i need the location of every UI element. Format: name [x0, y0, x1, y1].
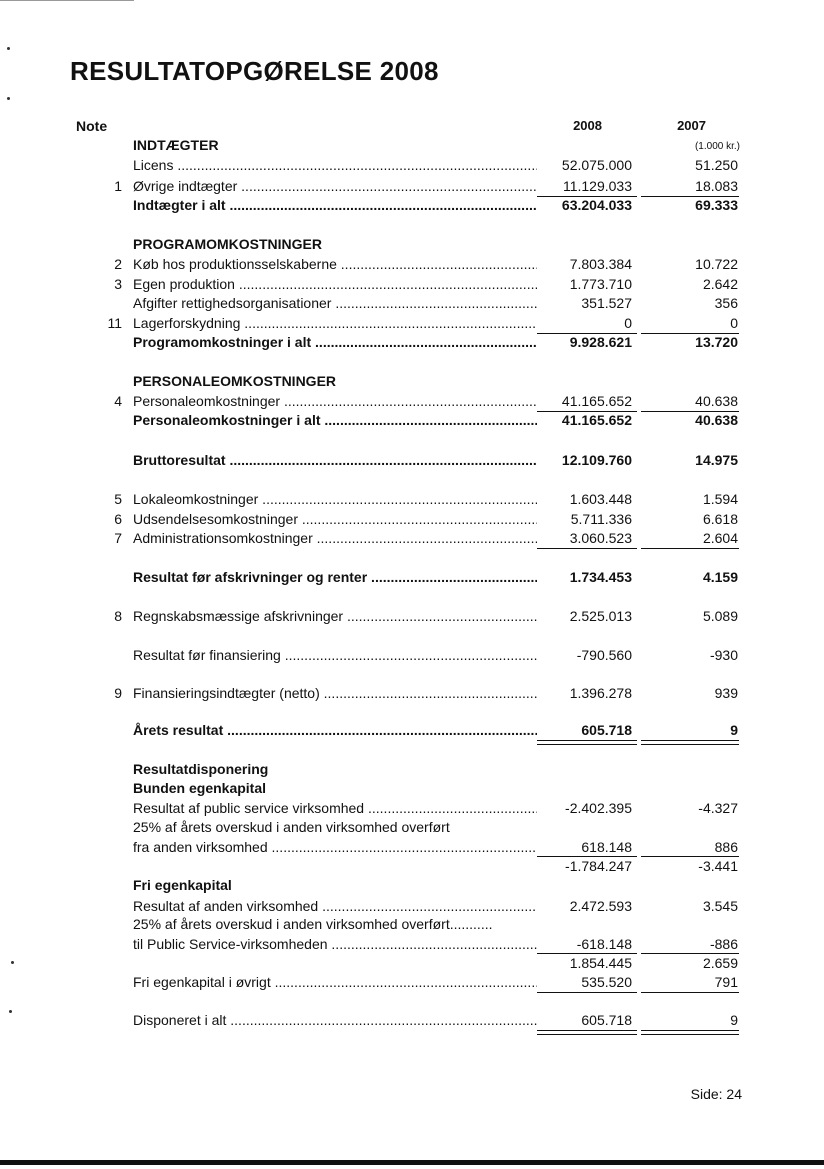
- table-row: [0, 490, 824, 509]
- value-2007: 1.594: [702, 491, 738, 507]
- double-underline: [537, 1030, 637, 1035]
- bottom-rule: [0, 1160, 824, 1165]
- value-2007: -4.327: [698, 800, 738, 816]
- value-2007: 5.089: [702, 608, 738, 624]
- unit-label: (1.000 kr.): [694, 141, 740, 152]
- section-heading-income: INDTÆGTER: [133, 137, 219, 153]
- value-2008: -790.560: [576, 647, 632, 663]
- value-2007: 2.642: [702, 276, 738, 292]
- value-2008: 7.803.384: [569, 256, 632, 272]
- table-row: [0, 314, 824, 333]
- row-label: Lokaleomkostninger .....: [133, 490, 537, 509]
- value-2007: 40.638: [695, 393, 738, 409]
- table-row: [0, 529, 824, 548]
- value-2008: 1.773.710: [569, 276, 632, 292]
- value-2008: 5.711.336: [570, 511, 632, 527]
- value-2007: 2.659: [702, 955, 738, 971]
- value-2007: 939: [714, 685, 738, 701]
- table-row-total-appropriated: [0, 1011, 824, 1030]
- year-2007-header: 2007: [677, 118, 706, 133]
- value-2008: 1.854.445: [569, 955, 632, 971]
- table-row-annual-result: [0, 721, 824, 740]
- value-2007: 69.333: [695, 197, 738, 213]
- section-heading-appropriation: Resultatdisponering: [133, 761, 269, 777]
- section-heading-staff-costs: PERSONALEOMKOSTNINGER: [133, 373, 337, 389]
- value-2008: 351.527: [581, 295, 632, 311]
- table-row: [0, 275, 824, 294]
- row-note: 8: [114, 608, 122, 624]
- scan-speck: [7, 97, 10, 100]
- value-2007: 18.083: [695, 178, 738, 194]
- row-label: Fri egenkapital i øvrigt .....: [133, 973, 537, 992]
- value-2007: 2.604: [702, 530, 738, 546]
- row-label: Personaleomkostninger i alt .....: [133, 411, 537, 430]
- value-2007: 6.618: [702, 511, 738, 527]
- table-row-result-before-depreciation: [0, 568, 824, 587]
- value-2007: 9: [730, 722, 738, 738]
- row-note: 11: [107, 315, 122, 331]
- row-label: Personaleomkostninger .....: [133, 392, 537, 411]
- row-label: Resultat før afskrivninger og renter .....: [133, 568, 537, 587]
- value-2007: 51.250: [695, 157, 738, 173]
- row-label: fra anden virksomhed .....: [133, 838, 537, 857]
- year-2008-header: 2008: [573, 118, 602, 133]
- row-note: 6: [114, 511, 122, 527]
- scan-speck: [7, 47, 10, 50]
- value-2008: 52.075.000: [561, 157, 632, 173]
- value-2008: 1.396.278: [569, 685, 632, 701]
- note-column-header: Note: [76, 118, 108, 134]
- value-2008: 0: [624, 315, 632, 331]
- value-2008: 535.520: [581, 974, 632, 990]
- value-2007: 0: [730, 315, 738, 331]
- row-label: Afgifter rettighedsorganisationer .....: [133, 294, 537, 313]
- top-rule: [0, 0, 134, 1]
- table-row: [0, 684, 824, 703]
- row-label: Finansieringsindtægter (netto) .....: [133, 684, 537, 703]
- row-label: Årets resultat .....: [133, 721, 537, 740]
- row-label-continued: 25% af årets overskud i anden virksomhed overført: [133, 819, 450, 835]
- row-label-continued: 25% af årets overskud i anden virksomhed overført...........: [133, 916, 493, 932]
- value-2008: 9.928.621: [569, 334, 632, 350]
- row-label: til Public Service-virksomheden .....: [133, 935, 537, 954]
- row-label: Programomkostninger i alt .....: [133, 333, 537, 352]
- table-row-total: [0, 196, 824, 215]
- row-label: Resultat af public service virksomhed .....: [133, 799, 537, 818]
- row-label: Administrationsomkostninger .....: [133, 529, 537, 548]
- value-2008: -2.402.395: [565, 800, 632, 816]
- value-2008: 41.165.652: [561, 393, 632, 409]
- row-note: 5: [114, 491, 122, 507]
- value-2007: 791: [714, 974, 738, 990]
- row-note: 1: [114, 178, 122, 194]
- value-2007: 14.975: [695, 452, 738, 468]
- table-row-total: [0, 411, 824, 430]
- table-row: [0, 510, 824, 529]
- table-row-total: [0, 333, 824, 352]
- row-label: Bruttoresultat .....: [133, 451, 537, 470]
- table-row: [0, 294, 824, 313]
- page-title: RESULTATOPGØRELSE 2008: [70, 56, 439, 86]
- row-label: Disponeret i alt .....: [133, 1011, 537, 1030]
- value-2007: -886: [709, 936, 738, 952]
- row-label: Licens .....: [133, 156, 537, 175]
- row-label: Resultat af anden virksomhed .....: [133, 897, 537, 916]
- row-label: Udsendelsesomkostninger .....: [133, 510, 537, 529]
- table-row-gross-result: [0, 451, 824, 470]
- table-row: [0, 177, 824, 196]
- table-row: [0, 607, 824, 626]
- double-underline: [641, 1030, 739, 1035]
- value-2007: 9: [730, 1012, 738, 1028]
- value-2008: 1.603.448: [569, 491, 632, 507]
- value-2008: -1.784.247: [565, 858, 632, 874]
- row-note: 7: [114, 530, 122, 546]
- value-2008: 2.525.013: [569, 608, 632, 624]
- row-label: Lagerforskydning .....: [133, 314, 537, 333]
- double-underline: [537, 740, 637, 745]
- value-2008: 618.148: [581, 839, 632, 855]
- table-row: [0, 838, 824, 857]
- row-note: 4: [114, 393, 122, 409]
- table-row: [0, 935, 824, 954]
- table-row-subtotal: [0, 954, 824, 973]
- table-row: [0, 973, 824, 992]
- row-label: Køb hos produktionsselskaberne .....: [133, 255, 537, 274]
- value-2007: 4.159: [702, 569, 738, 585]
- row-note: 2: [114, 256, 122, 272]
- row-label: Regnskabsmæssige afskrivninger .....: [133, 607, 537, 626]
- value-2008: 11.129.033: [562, 178, 632, 194]
- value-2007: 356: [714, 295, 738, 311]
- subsection-heading-restricted-equity: Bunden egenkapital: [133, 780, 267, 796]
- row-note: 9: [114, 685, 122, 701]
- value-2007: 13.720: [695, 334, 738, 350]
- subsection-heading-free-equity: Fri egenkapital: [133, 877, 232, 893]
- value-2008: 2.472.593: [569, 898, 632, 914]
- row-note: 3: [114, 276, 122, 292]
- value-2008: 12.109.760: [561, 452, 632, 468]
- row-label: Resultat før finansiering .....: [133, 646, 537, 665]
- table-row: [0, 156, 824, 175]
- value-2007: -3.441: [698, 858, 738, 874]
- value-2008: 605.718: [581, 722, 632, 738]
- value-2008: 605.718: [581, 1012, 632, 1028]
- value-2008: 1.734.453: [569, 569, 632, 585]
- underline: [537, 548, 637, 549]
- table-row: [0, 799, 824, 818]
- value-2007: -930: [709, 647, 738, 663]
- value-2007: 10.722: [695, 256, 738, 272]
- underline: [641, 548, 739, 549]
- table-row-subtotal: [0, 857, 824, 876]
- double-underline: [641, 740, 739, 745]
- table-row: [0, 255, 824, 274]
- table-row: [0, 897, 824, 916]
- value-2008: 3.060.523: [569, 530, 632, 546]
- value-2008: -618.148: [576, 936, 632, 952]
- value-2007: 3.545: [702, 898, 738, 914]
- underline: [537, 992, 637, 993]
- row-label: Egen produktion .....: [133, 275, 537, 294]
- value-2007: 40.638: [695, 412, 738, 428]
- row-label: Øvrige indtægter .....: [133, 177, 537, 196]
- page-number: Side: 24: [690, 1086, 742, 1102]
- underline: [641, 992, 739, 993]
- value-2007: 886: [714, 839, 738, 855]
- value-2008: 41.165.652: [561, 412, 632, 428]
- section-heading-program-costs: PROGRAMOMKOSTNINGER: [133, 236, 322, 252]
- table-row: [0, 646, 824, 665]
- row-label: Indtægter i alt .....: [133, 196, 537, 215]
- table-row: [0, 392, 824, 411]
- value-2008: 63.204.033: [561, 197, 632, 213]
